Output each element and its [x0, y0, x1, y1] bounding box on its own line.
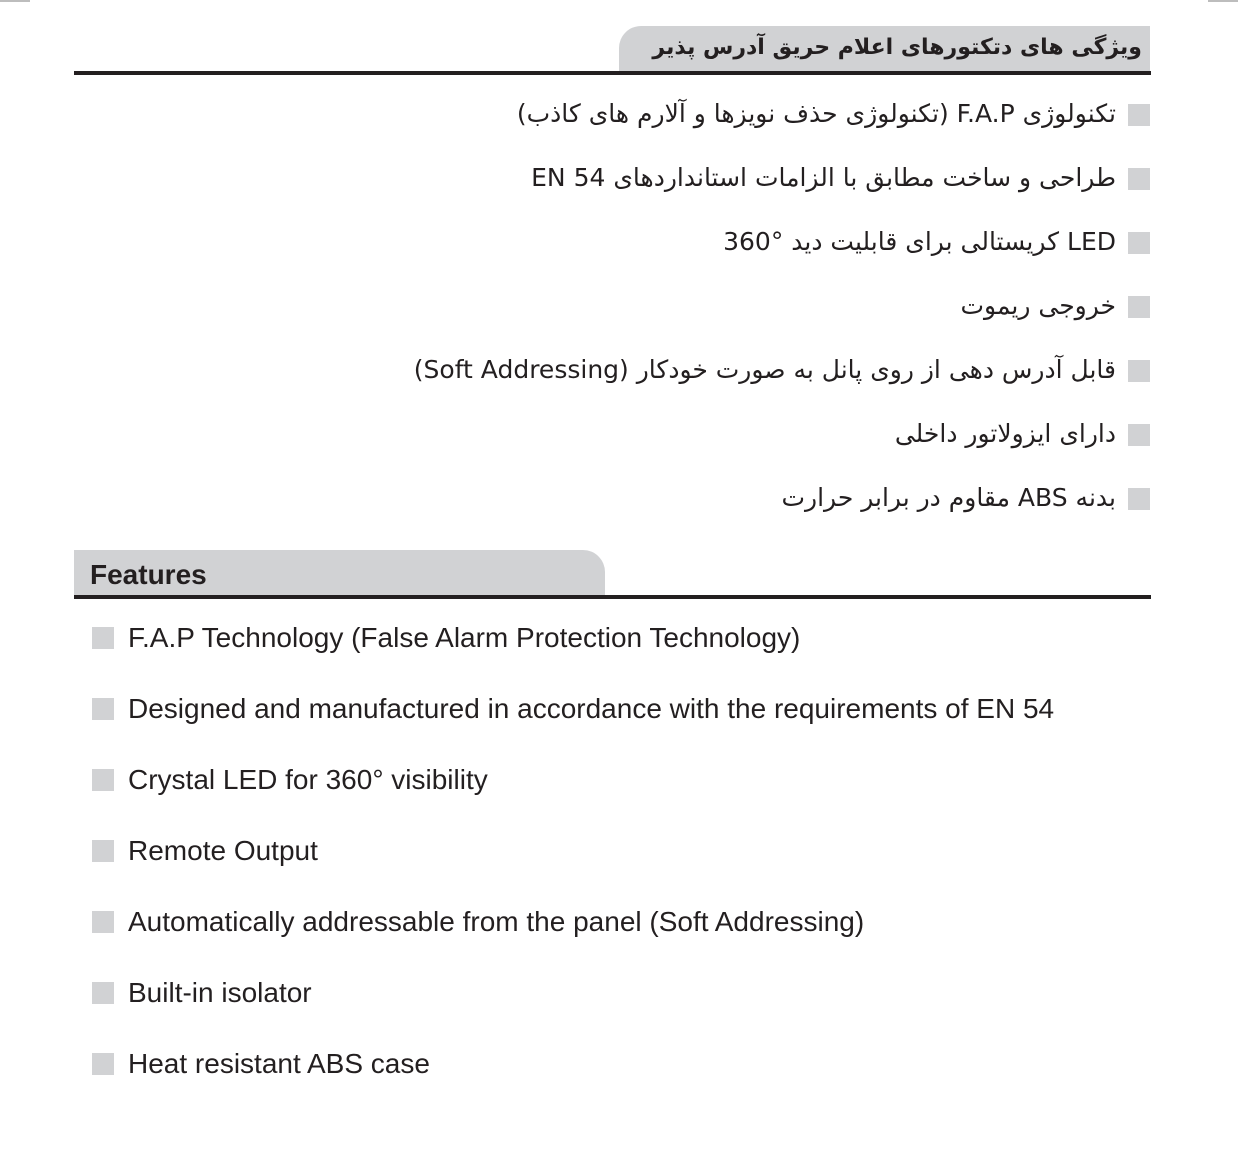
square-bullet-icon [1128, 168, 1150, 190]
crop-mark-right [1208, 0, 1238, 2]
feature-text: F.A.P Technology (False Alarm Protection Technology) [128, 622, 801, 653]
square-bullet-icon [92, 911, 114, 933]
feature-text: Built-in isolator [128, 977, 312, 1008]
persian-feature-item [300, 346, 1150, 410]
feature-item [92, 975, 1152, 1046]
features-list [92, 620, 1152, 1117]
square-bullet-icon [92, 769, 114, 791]
persian-feature-item [300, 474, 1150, 538]
persian-header-rule [74, 71, 1151, 75]
feature-item [92, 691, 1152, 762]
persian-feature-text: طراحی و ساخت مطابق با الزامات استانداردهای EN 54 [531, 163, 1116, 192]
square-bullet-icon [92, 627, 114, 649]
square-bullet-icon [1128, 232, 1150, 254]
square-bullet-icon [1128, 360, 1150, 382]
square-bullet-icon [1128, 424, 1150, 446]
features-title: Features [90, 559, 207, 590]
persian-feature-text: بدنه ABS مقاوم در برابر حرارت [781, 483, 1116, 512]
persian-feature-item [300, 218, 1150, 282]
persian-feature-item [300, 410, 1150, 474]
square-bullet-icon [1128, 488, 1150, 510]
persian-feature-text: تکنولوژی F.A.P (تکنولوژی حذف نویزها و آلارم های کاذب) [516, 99, 1116, 128]
persian-feature-item [300, 154, 1150, 218]
persian-feature-list [300, 90, 1150, 538]
feature-item [92, 1046, 1152, 1117]
persian-feature-text: خروجی ریموت [960, 291, 1116, 320]
square-bullet-icon [92, 698, 114, 720]
feature-item [92, 904, 1152, 975]
feature-text: Heat resistant ABS case [128, 1048, 430, 1079]
square-bullet-icon [1128, 296, 1150, 318]
feature-item [92, 620, 1152, 691]
features-header-rule [74, 595, 1151, 599]
square-bullet-icon [1128, 104, 1150, 126]
feature-item [92, 833, 1152, 904]
persian-feature-text: LED کریستالی برای قابلیت دید °360 [723, 227, 1116, 256]
square-bullet-icon [92, 1053, 114, 1075]
feature-item [92, 762, 1152, 833]
persian-section-title: ویژگی های دتکتورهای اعلام حریق آدرس پذیر [652, 35, 1142, 60]
square-bullet-icon [92, 982, 114, 1004]
persian-feature-item [300, 282, 1150, 346]
feature-text: Automatically addressable from the panel (Soft Addressing) [128, 906, 865, 937]
crop-mark-left [0, 0, 30, 2]
persian-feature-text: قابل آدرس دهی از روی پانل به صورت خودکار (Soft Addressing) [413, 355, 1116, 384]
feature-text: Remote Output [128, 835, 318, 866]
persian-feature-text: دارای ایزولاتور داخلی [894, 419, 1116, 448]
square-bullet-icon [92, 840, 114, 862]
feature-text: Designed and manufactured in accordance with the requirements of EN 54 [128, 693, 1055, 724]
persian-feature-item [300, 90, 1150, 154]
feature-text: Crystal LED for 360° visibility [128, 764, 488, 795]
